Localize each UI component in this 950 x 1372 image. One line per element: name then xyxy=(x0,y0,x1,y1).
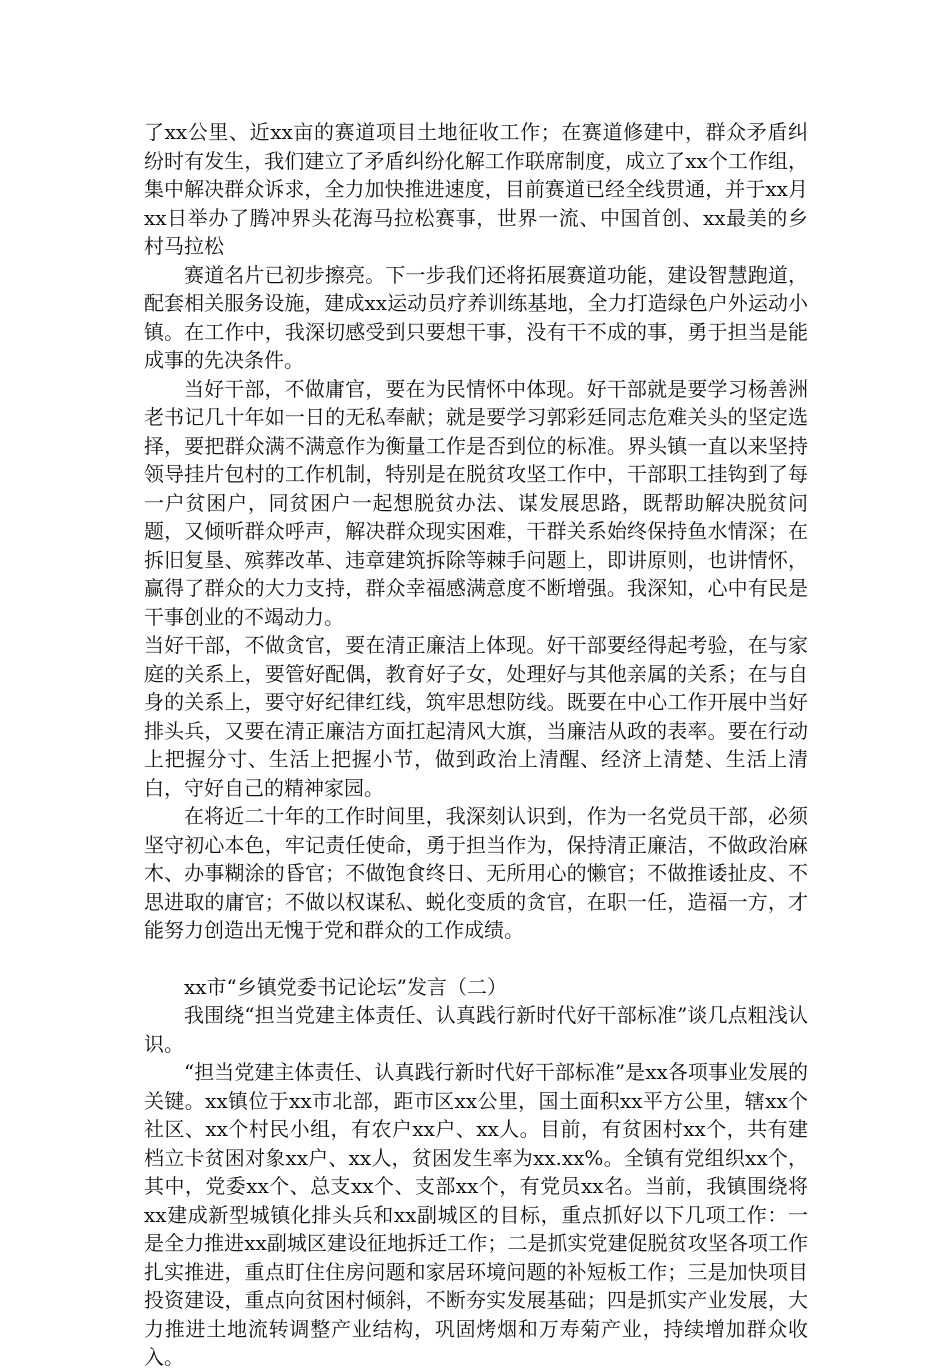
paragraph-town-overview: “担当党建主体责任、认真践行新时代好干部标准”是xx各项事业发展的关键。xx镇位于xx市北部，距市区xx公里，国土面积xx平方公里，辖xx个社区、xx个村民小组，有农户xx户、xx人。目前，有贫困村xx个，共有建档立卡贫困对象xx户、xx人，贫困发生率为xx.xx%。全镇有党组织xx个，其中，党委xx个、总支xx个、支部xx个，有党员xx名。当前，我镇围绕将xx建成新型城镇化排头兵和xx副城区的目标，重点抓好以下几项工作：一是全力推进xx副城区建设征地拆迁工作；二是抓实党建促脱贫攻坚各项工作扎实推进，重点盯住住房问题和家居环境问题的补短板工作；三是加快项目投资建设，重点向贫困村倾斜，不断夯实发展基础；四是抓实产业发展，大力推进土地流转调整产业结构，巩固烤烟和万寿菊产业，持续增加群众收入。 xyxy=(144,1060,808,1369)
section-heading: xx市“乡镇党委书记论坛”发言（二） xyxy=(184,974,508,999)
paragraph-not-mediocre-official: 当好干部，不做庸官，要在为民情怀中体现。好干部就是要学习杨善洲老书记几十年如一日的无私奉献；就是要学习郭彩廷同志危难关头的坚定选择，要把群众满不满意作为衡量工作是否到位的标准。界头镇一直以来坚持领导挂片包村的工作机制，特别是在脱贫攻坚工作中，干部职工挂钩到了每一户贫困户，同贫困户一起想脱贫办法、谋发展思路，既帮助解决脱贫问题，又倾听群众呼声，解决群众现实困难，干群关系始终保持鱼水情深；在拆旧复垦、殡葬改革、违章建筑拆除等棘手问题上，即讲原则，也讲情怀，赢得了群众的大力支持，群众幸福感满意度不断增强。我深知，心中有民是干事创业的不竭动力。 xyxy=(144,376,808,629)
paragraph-race-track-land: 了xx公里、近xx亩的赛道项目土地征收工作；在赛道修建中，群众矛盾纠纷时有发生，我们建立了矛盾纠纷化解工作联席制度，成立了xx个工作组，集中解决群众诉求，全力加快推进速度，目前赛道已经全线贯通，并于xx月xx日举办了腾冲界头花海马拉松赛事，世界一流、中国首创、xx最美的乡村马拉松 xyxy=(144,120,808,258)
paragraph-not-corrupt-official: 当好干部，不做贪官，要在清正廉洁上体现。好干部要经得起考验，在与家庭的关系上，要管好配偶，教育好子女，处理好与其他亲属的关系；在与自身的关系上，要守好纪律红线，筑牢思想防线。既要在中心工作开展中当好排头兵，又要在清正廉洁方面扛起清风大旗，当廉洁从政的表率。要在行动上把握分寸、生活上把握小节，做到政治上清醒、经济上清楚、生活上清白，守好自己的精神家园。 xyxy=(144,633,808,800)
document-page xyxy=(144,118,808,1372)
paragraph-intro: 我围绕“担当党建主体责任、认真践行新时代好干部标准”谈几点粗浅认识。 xyxy=(144,1003,808,1056)
section-gap xyxy=(144,945,808,973)
paragraph-race-track-plan: 赛道名片已初步擦亮。下一步我们还将拓展赛道功能，建设智慧跑道，配套相关服务设施，建成xx运动员疗养训练基地，全力打造绿色户外运动小镇。在工作中，我深切感受到只要想干事，没有干不成的事，勇于担当是能成事的先决条件。 xyxy=(144,262,808,372)
paragraph-twenty-years: 在将近二十年的工作时间里，我深刻认识到，作为一名党员干部，必须坚守初心本色，牢记责任使命，勇于担当作为，保持清正廉洁，不做政治麻木、办事糊涂的昏官；不做饱食终日、无所用心的懒官；不做推诿扯皮、不思进取的庸官；不做以权谋私、蜕化变质的贪官，在职一任，造福一方，才能努力创造出无愧于党和群众的工作成绩。 xyxy=(144,804,808,942)
